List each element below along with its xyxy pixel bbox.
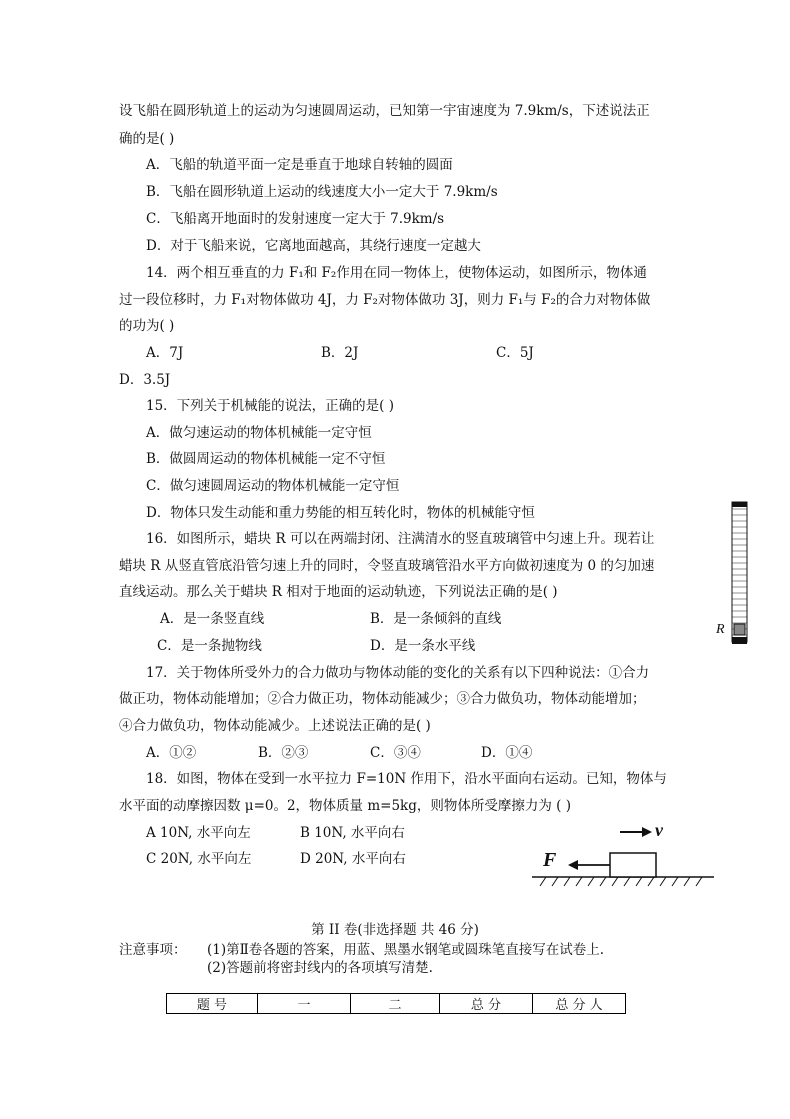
q15-option-b: B．做圆周运动的物体机械能一定不守恒 xyxy=(146,451,386,467)
section-2-title: 第 II 卷(非选择题 共 46 分) xyxy=(311,922,479,938)
q15-option-a: A．做匀速运动的物体机械能一定守恒 xyxy=(146,425,372,441)
q15-option-c: C．做匀速圆周运动的物体机械能一定守恒 xyxy=(146,478,400,494)
score-table-header-row xyxy=(167,994,626,1014)
score-col-part-2: 二 xyxy=(351,994,440,1014)
q14-stem-line1: 14．两个相互垂直的力 F₁和 F₂作用在同一物体上，使物体运动，如图所示，物体通 xyxy=(146,265,647,281)
q18-stem-line2: 水平面的动摩擦因数 μ=0。2，物体质量 m=5kg，则物体所受摩擦力为 ( ) xyxy=(119,798,571,814)
q18-option-b: B 10N, 水平向右 xyxy=(300,825,405,841)
q18-option-c: C 20N, 水平向左 xyxy=(146,851,252,867)
q14-option-c: C．5J xyxy=(496,345,534,361)
q18-option-a: A 10N, 水平向左 xyxy=(146,825,251,841)
score-col-grader: 总 分 人 xyxy=(533,994,626,1014)
q15-stem: 15．下列关于机械能的说法，正确的是( ) xyxy=(146,398,395,414)
q16-option-c: C．是一条抛物线 xyxy=(157,638,262,654)
q13-stem-line2: 确的是( ) xyxy=(119,131,175,147)
note-1: (1)第Ⅱ卷各题的答案，用蓝、黑墨水钢笔或圆珠笔直接写在试卷上. xyxy=(207,942,605,958)
q16-option-a: A．是一条竖直线 xyxy=(160,611,265,627)
q14-option-a: A．7J xyxy=(146,345,184,361)
q13-option-a: A．飞船的轨道平面一定是垂直于地球自转轴的圆面 xyxy=(146,157,453,173)
wax-block-label: R xyxy=(716,622,725,637)
q16-stem-line2: 蜡块 R 从竖直管底沿管匀速上升的同时，令竖直玻璃管沿水平方向做初速度为 0 的匀加速 xyxy=(119,558,655,574)
force-label: F xyxy=(543,849,557,871)
q14-stem-line2: 过一段位移时，力 F₁对物体做功 4J，力 F₂对物体做功 3J，则力 F₁与 F₂的合力对物体做 xyxy=(119,292,651,308)
q15-option-d: D．物体只发生动能和重力势能的相互转化时，物体的机械能守恒 xyxy=(146,505,535,521)
q17-stem-line3: ④合力做负功，物体动能减少。上述说法正确的是( ) xyxy=(119,718,431,734)
q14-option-b: B．2J xyxy=(321,345,359,361)
note-2: (2)答题前将密封线内的各项填写清楚. xyxy=(207,960,433,976)
q13-option-b: B．飞船在圆形轨道上运动的线速度大小一定大于 7.9km/s xyxy=(146,184,498,200)
q13-stem-line1: 设飞船在圆形轨道上的运动为匀速圆周运动，已知第一宇宙速度为 7.9km/s，下述说法正 xyxy=(119,103,650,119)
q16-option-b: B．是一条倾斜的直线 xyxy=(370,611,502,627)
q16-stem-line1: 16．如图所示，蜡块 R 可以在两端封闭、注满清水的竖直玻璃管中匀速上升。现若让 xyxy=(146,531,655,547)
q17-option-c: C．③④ xyxy=(370,745,421,761)
block-force-figure xyxy=(528,820,718,890)
q17-stem-line1: 17．关于物体所受外力的合力做功与物体动能的变化的关系有以下四种说法：①合力 xyxy=(146,665,650,681)
q18-stem-line1: 18．如图，物体在受到一水平拉力 F=10N 作用下，沿水平面向右运动。已知，物体与 xyxy=(146,771,667,787)
q14-option-d: D．3.5J xyxy=(119,372,171,388)
q17-option-d: D．①④ xyxy=(481,745,533,761)
notes-label: 注意事项： xyxy=(119,942,187,958)
score-table xyxy=(166,993,626,1014)
q14-stem-line3: 的功为( ) xyxy=(119,318,175,334)
q13-option-c: C．飞船离开地面时的发射速度一定大于 7.9km/s xyxy=(146,211,445,227)
velocity-label: v xyxy=(655,820,663,840)
q17-stem-line2: 做正功，物体动能增加；②合力做正功，物体动能减少；③合力做负功，物体动能增加； xyxy=(119,691,646,707)
q17-option-b: B．②③ xyxy=(258,745,309,761)
score-col-total: 总 分 xyxy=(440,994,533,1014)
q13-option-d: D．对于飞船来说，它离地面越高，其绕行速度一定越大 xyxy=(146,238,481,254)
q18-option-d: D 20N, 水平向右 xyxy=(300,851,406,867)
q17-option-a: A．①② xyxy=(146,745,197,761)
score-col-question-no: 题 号 xyxy=(167,994,258,1014)
score-col-part-1: 一 xyxy=(258,994,351,1014)
q16-option-d: D．是一条水平线 xyxy=(370,638,476,654)
q16-stem-line3: 直线运动。那么关于蜡块 R 相对于地面的运动轨迹，下列说法正确的是( ) xyxy=(119,584,558,600)
